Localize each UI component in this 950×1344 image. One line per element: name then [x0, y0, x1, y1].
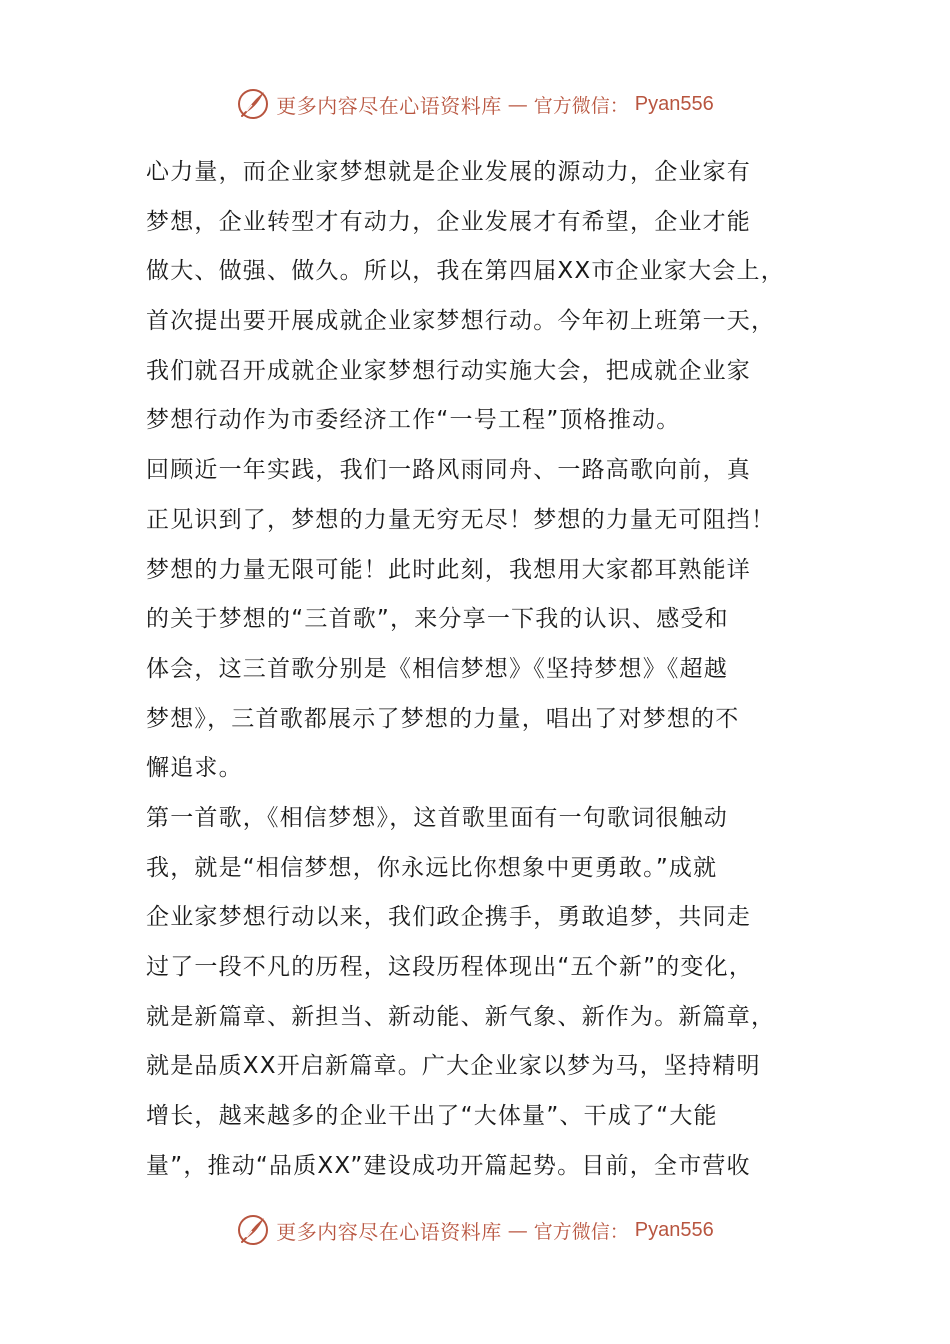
- body-line: 首次提出要开展成就企业家梦想行动。今年初上班第一天，: [146, 308, 776, 335]
- footer-brand-text: 更多内容尽在心语资料库: [276, 1219, 502, 1244]
- body-line: 正见识到了，梦想的力量无穷无尽！梦想的力量无可阻挡！: [146, 506, 776, 533]
- body-line: 梦想行动作为市委经济工作“一号工程”顶格推动。: [146, 407, 681, 434]
- body-line: 梦想》，三首歌都展示了梦想的力量，唱出了对梦想的不: [146, 705, 740, 732]
- quill-pen-logo-icon: [236, 87, 270, 121]
- quill-pen-logo-icon: [236, 1213, 270, 1247]
- body-line: 心力量，而企业家梦想就是企业发展的源动力，企业家有: [146, 159, 751, 185]
- footer-wechat-id: Pyan556: [634, 1218, 714, 1241]
- body-line: 我们就召开成就企业家梦想行动实施大会，把成就企业家: [146, 357, 751, 384]
- document-body: [146, 148, 812, 1191]
- header-wechat-id: Pyan556: [634, 92, 714, 115]
- body-line: 我，就是“相信梦想，你永远比你想象中更勇敢。”成就: [146, 854, 718, 881]
- body-line: 梦想的力量无限可能！此时此刻，我想用大家都耳熟能详: [146, 556, 751, 583]
- body-line: 过了一段不凡的历程，这段历程体现出“五个新”的变化，: [146, 954, 754, 980]
- header-dash: —: [507, 92, 528, 116]
- footer-brand: [236, 1213, 713, 1247]
- page-header: [0, 84, 950, 124]
- footer-dash: —: [507, 1218, 528, 1242]
- body-line: 就是新篇章、新担当、新动能、新气象、新作为。新篇章，: [146, 1003, 776, 1030]
- body-line: 体会，这三首歌分别是《相信梦想》《坚持梦想》《超越: [146, 655, 728, 682]
- header-brand-text: 更多内容尽在心语资料库: [276, 93, 502, 118]
- body-line: 就是品质XX开启新篇章。广大企业家以梦为马，坚持精明: [146, 1053, 761, 1080]
- body-line: 增长，越来越多的企业干出了“大体量”、干成了“大能: [146, 1103, 718, 1130]
- body-line: 梦想，企业转型才有动力，企业发展才有希望，企业才能: [146, 208, 751, 235]
- body-line: 做大、做强、做久。所以，我在第四届XX市企业家大会上，: [146, 258, 785, 285]
- header-wechat-label: 官方微信：: [533, 94, 629, 117]
- body-line: 懈追求。: [146, 755, 243, 782]
- page-footer: [0, 1210, 950, 1250]
- header-brand: [236, 87, 713, 121]
- body-line: 第一首歌，《相信梦想》，这首歌里面有一句歌词很触动: [146, 804, 728, 831]
- body-line: 回顾近一年实践，我们一路风雨同舟、一路高歌向前，真: [146, 457, 751, 484]
- body-line: 量”，推动“品质XX”建设成功开篇起势。目前，全市营收: [146, 1152, 751, 1179]
- body-line: 的关于梦想的“三首歌”，来分享一下我的认识、感受和: [146, 606, 729, 633]
- footer-wechat-label: 官方微信：: [533, 1220, 629, 1243]
- body-line: 企业家梦想行动以来，我们政企携手，勇敢追梦，共同走: [146, 904, 751, 931]
